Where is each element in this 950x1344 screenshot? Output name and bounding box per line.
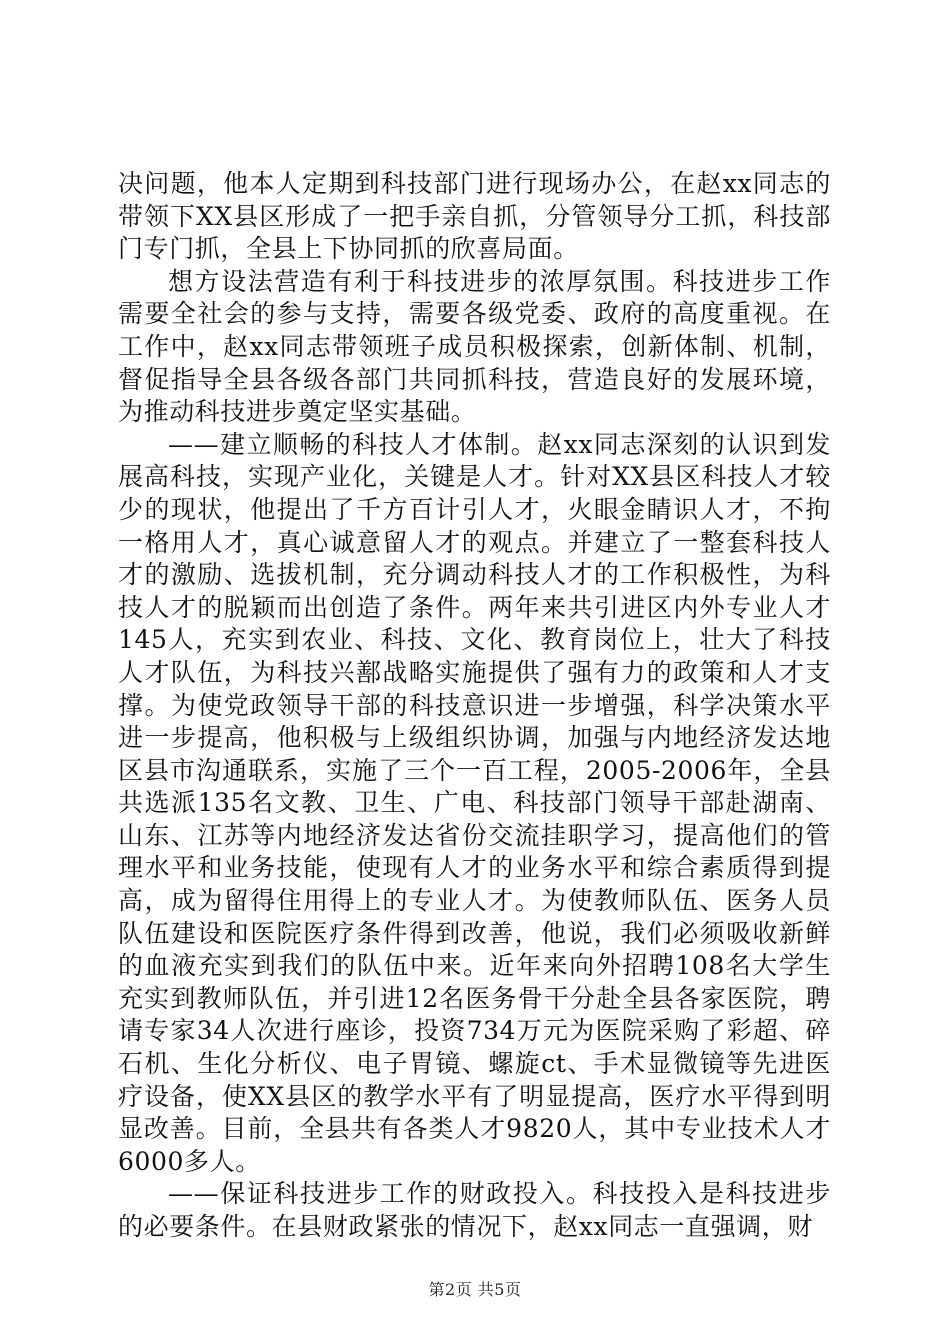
- paragraph: 想方设法营造有利于科技进步的浓厚氛围。科技进步工作需要全社会的参与支持，需要各级党委、政府的高度重视。在工作中，赵xx同志带领班子成员积极探索，创新体制、机制，督促指导全县各级各部门共同抓科技，营造良好的发展环境，为推动科技进步奠定坚实基础。: [118, 266, 831, 427]
- paragraph: ——建立顺畅的科技人才体制。赵xx同志深刻的认识到发展高科技，实现产业化，关键是人才。针对XX县区科技人才较少的现状，他提出了千方百计引人才，火眼金睛识人才，不拘一格用人才，真心诚意留人才的观点。并建立了一整套科技人才的激励、选拔机制，充分调动科技人才的工作积极性，为科技人才的脱颖而出创造了条件。两年来共引进区内外专业人才145人，充实到农业、科技、文化、教育岗位上，壮大了科技人才队伍，为科技兴鄯战略实施提供了强有力的政策和人才支撑。为使党政领导干部的科技意识进一步增强，科学决策水平进一步提高，他积极与上级组织协调，加强与内地经济发达地区县市沟通联系，实施了三个一百工程，2005-2006年，全县共选派135名文教、卫生、广电、科技部门领导干部赴湖南、山东、江苏等内地经济发达省份交流挂职学习，提高他们的管理水平和业务技能，使现有人才的业务水平和综合素质得到提高，成为留得住用得上的专业人才。为使教师队伍、医务人员队伍建设和医院医疗条件得到改善，他说，我们必须吸收新鲜的血液充实到我们的队伍中来。近年来向外招聘108名大学生充实到教师队伍，并引进12名医务骨干分赴全县各家医院，聘请专家34人次进行座诊，投资734万元为医院采购了彩超、碎石机、生化分析仪、电子胃镜、螺旋ct、手术显微镜等先进医疗设备，使XX县区的教学水平有了明显提高，医疗水平得到明显改善。目前，全县共有各类人才9820人，其中专业技术人才6000多人。: [118, 429, 831, 1176]
- document-body: [118, 168, 831, 1244]
- paragraph: 决问题，他本人定期到科技部门进行现场办公，在赵xx同志的带领下XX县区形成了一把手亲自抓，分管领导分工抓，科技部门专门抓，全县上下协同抓的欣喜局面。: [118, 169, 831, 264]
- paragraph: ——保证科技进步工作的财政投入。科技投入是科技进步的必要条件。在县财政紧张的情况下，赵xx同志一直强调，财: [118, 1179, 831, 1241]
- page-number-footer: 第2页 共5页: [428, 1280, 522, 1299]
